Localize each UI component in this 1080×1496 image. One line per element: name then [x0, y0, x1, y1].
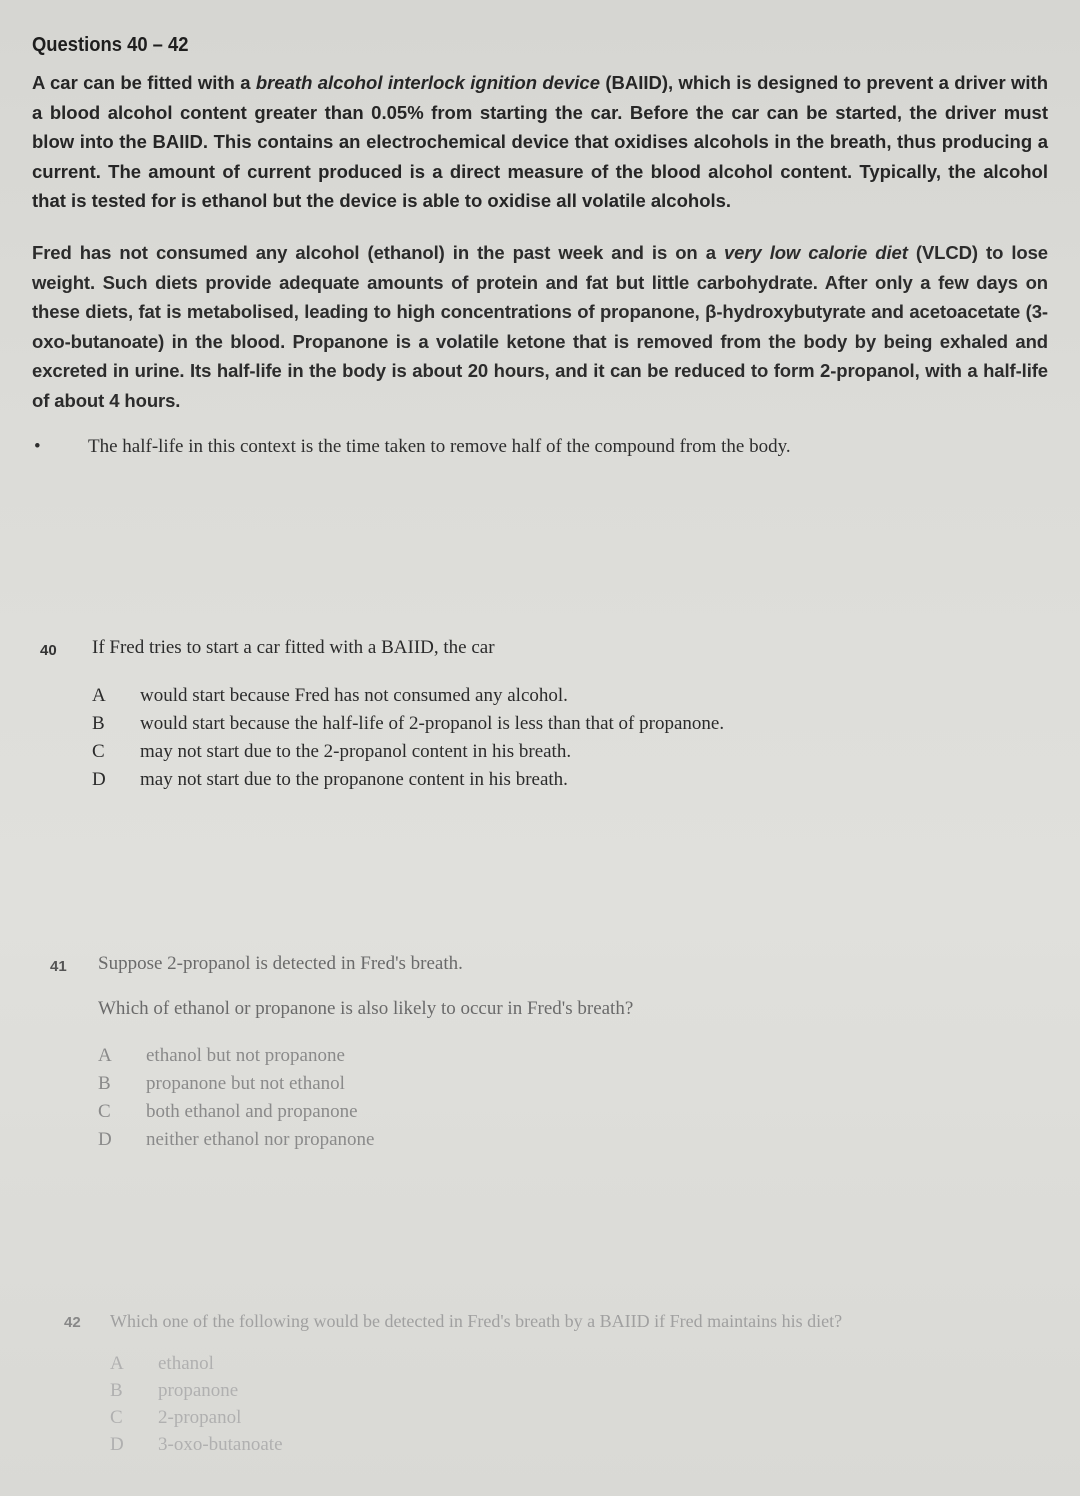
option-text: would start because the half-life of 2-propanol is less than that of propanone.: [140, 713, 725, 734]
context-paragraph: [32, 238, 1048, 415]
option-a[interactable]: [98, 1042, 374, 1070]
context-text-start: Fred has not consumed any alcohol (ethanol) in the past week and is on a: [32, 242, 724, 263]
option-c[interactable]: [98, 1098, 374, 1126]
question-stem: If Fred tries to start a car fitted with a BAIID, the car: [92, 637, 495, 658]
option-b[interactable]: [110, 1377, 283, 1404]
intro-paragraph: [32, 68, 1048, 216]
option-c[interactable]: [92, 738, 724, 766]
option-text: ethanol: [158, 1353, 214, 1374]
note-text: The half-life in this context is the time taken to remove half of the compound from the body.: [88, 436, 791, 457]
option-d[interactable]: [110, 1431, 283, 1458]
option-text: neither ethanol nor propanone: [146, 1129, 375, 1150]
option-letter: B: [92, 713, 105, 734]
option-text: may not start due to the propanone content in his breath.: [140, 769, 568, 790]
option-b[interactable]: [98, 1070, 374, 1098]
option-letter: D: [110, 1434, 124, 1455]
question-stem: Suppose 2-propanol is detected in Fred's breath.: [98, 953, 463, 974]
option-c[interactable]: [110, 1404, 283, 1431]
option-letter: B: [110, 1380, 123, 1401]
intro-emphasis: breath alcohol interlock ignition device: [255, 72, 601, 93]
option-a[interactable]: [92, 682, 724, 710]
option-text: would start because Fred has not consumed any alcohol.: [140, 685, 568, 706]
option-text: 3-oxo-butanoate: [158, 1434, 283, 1455]
option-text: propanone: [158, 1380, 239, 1401]
question-number: 42: [64, 1314, 81, 1331]
question-stem: Which one of the following would be detected in Fred's breath by a BAIID if Fred maintains his diet?: [110, 1311, 843, 1331]
option-text: 2-propanol: [158, 1407, 242, 1428]
question-prompt: Which of ethanol or propanone is also likely to occur in Fred's breath?: [98, 998, 634, 1019]
option-letter: C: [98, 1101, 111, 1122]
option-letter: A: [110, 1353, 124, 1374]
option-letter: C: [92, 741, 105, 762]
option-b[interactable]: [92, 710, 724, 738]
bullet-icon: •: [34, 436, 41, 457]
question-number: 40: [40, 642, 57, 659]
question-number: 41: [50, 958, 67, 975]
answer-options: [92, 682, 724, 794]
context-emphasis: very low calorie diet: [723, 242, 908, 263]
half-life-note: [34, 436, 791, 458]
option-letter: D: [98, 1129, 112, 1150]
section-heading: Questions 40 – 42: [32, 34, 189, 56]
option-d[interactable]: [92, 766, 724, 794]
option-a[interactable]: [110, 1350, 283, 1377]
option-text: may not start due to the 2-propanol content in his breath.: [140, 741, 572, 762]
option-letter: C: [110, 1407, 123, 1428]
option-text: ethanol but not propanone: [146, 1045, 345, 1066]
intro-text-start: A car can be fitted with a: [32, 72, 256, 93]
intro-text-end: (BAIID), which is designed to prevent a driver with a blood alcohol content greater than 0.05% from starting the car. Before the car can be started, the driver must blow into the BAIID. This contains an electrochemical device that oxidises alcohols in the breath, thus producing a current. The amount of current produced is a direct measure of the blood alcohol content. Typically, the alcohol that is tested for is ethanol but the device is able to oxidise all volatile alcohols.: [32, 72, 1049, 211]
option-letter: A: [98, 1045, 112, 1066]
option-letter: B: [98, 1073, 111, 1094]
context-text-end: (VLCD) to lose weight. Such diets provide adequate amounts of protein and fat but little carbohydrate. After only a few days on these diets, fat is metabolised, leading to high concentrations of propanone, β-hydroxybutyrate and acetoacetate (3-oxo-butanoate) in the blood. Propanone is a volatile ketone that is removed from the body by being exhaled and excreted in urine. Its half-life in the body is about 20 hours, and it can be reduced to form 2-propanol, with a half-life of about 4 hours.: [32, 242, 1048, 411]
option-text: both ethanol and propanone: [146, 1101, 358, 1122]
answer-options: [110, 1350, 283, 1458]
option-letter: A: [92, 685, 106, 706]
option-text: propanone but not ethanol: [146, 1073, 345, 1094]
option-letter: D: [92, 769, 106, 790]
answer-options: [98, 1042, 374, 1154]
option-d[interactable]: [98, 1126, 374, 1154]
